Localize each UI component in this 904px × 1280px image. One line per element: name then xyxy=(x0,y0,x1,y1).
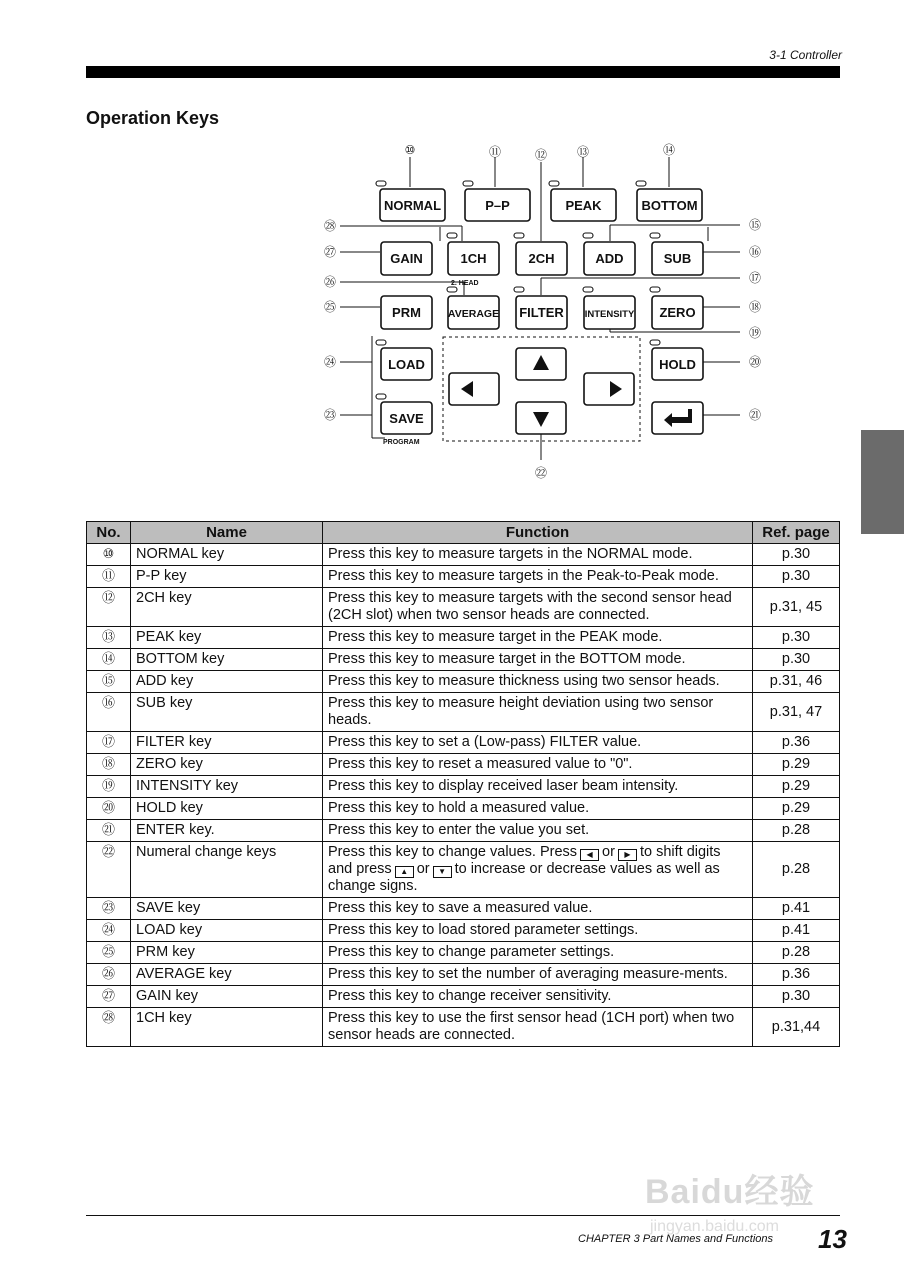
footer-chapter-label: CHAPTER 3 Part Names and Functions xyxy=(578,1233,774,1245)
normal-key-label: NORMAL xyxy=(383,198,442,213)
1ch-key[interactable] xyxy=(448,242,499,275)
sub-key-label: SUB xyxy=(663,251,692,266)
row-name: AVERAGE key xyxy=(131,964,323,986)
down-arrow-key[interactable] xyxy=(516,402,566,434)
row-no: ⑩ xyxy=(87,544,131,566)
callout-19: ⑲ xyxy=(748,326,762,340)
row-no: ㉔ xyxy=(87,920,131,942)
callout-20: ⑳ xyxy=(748,355,762,369)
table-row xyxy=(87,920,840,942)
watermark-logo: Baidu经验 xyxy=(645,1173,815,1211)
prm-key[interactable] xyxy=(381,296,432,329)
row-function: Press this key to measure thickness using two sensor heads. xyxy=(323,671,753,693)
row-function: Press this key to measure targets in the NORMAL mode. xyxy=(323,544,753,566)
row-no: ⑲ xyxy=(87,776,131,798)
gain-key-label: GAIN xyxy=(390,251,423,266)
row-name: SUB key xyxy=(131,693,323,732)
row-name: FILTER key xyxy=(131,732,323,754)
row-name: INTENSITY key xyxy=(131,776,323,798)
intensity-key[interactable] xyxy=(584,296,635,329)
row-no: ㉒ xyxy=(87,842,131,898)
row-ref: p.31,44 xyxy=(753,1008,840,1047)
callout-26: ㉖ xyxy=(323,275,337,289)
row-name: ENTER key. xyxy=(131,820,323,842)
table-row xyxy=(87,588,840,627)
row-name: PRM key xyxy=(131,942,323,964)
row-function: Press this key to hold a measured value. xyxy=(323,798,753,820)
row-ref: p.28 xyxy=(753,842,840,898)
table-header-row xyxy=(87,522,840,544)
row-ref: p.30 xyxy=(753,627,840,649)
table-row xyxy=(87,964,840,986)
table-row xyxy=(87,693,840,732)
row-function: Press this key to set the number of averaging measure-ments. xyxy=(323,964,753,986)
table-row xyxy=(87,842,840,898)
row-function: Press this key to measure height deviation using two sensor heads. xyxy=(323,693,753,732)
page-number: 13 xyxy=(818,1224,847,1254)
row-ref: p.28 xyxy=(753,942,840,964)
col-name-header: Name xyxy=(131,522,323,544)
table-row xyxy=(87,754,840,776)
2ch-key[interactable] xyxy=(516,242,567,275)
2ch-key-label: 2CH xyxy=(528,251,555,266)
callout-14: ⑭ xyxy=(662,143,676,157)
row-no: ㉓ xyxy=(87,898,131,920)
enter-key[interactable] xyxy=(652,402,703,434)
table-row xyxy=(87,898,840,920)
table-row xyxy=(87,627,840,649)
table-row xyxy=(87,671,840,693)
section-header-label: 3-1 Controller xyxy=(769,48,842,62)
sub-key[interactable] xyxy=(652,242,703,275)
two-head-label: 2. HEAD xyxy=(451,280,479,287)
up-arrow-icon: ▲ xyxy=(395,866,414,878)
row-name: ZERO key xyxy=(131,754,323,776)
row-function: Press this key to measure target in the BOTTOM mode. xyxy=(323,649,753,671)
row-no: ⑱ xyxy=(87,754,131,776)
row-name: LOAD key xyxy=(131,920,323,942)
header-bar xyxy=(86,66,840,78)
row-ref: p.36 xyxy=(753,732,840,754)
controller-keypad-diagram xyxy=(0,130,904,490)
callout-21: ㉑ xyxy=(748,408,762,422)
row-ref: p.31, 45 xyxy=(753,588,840,627)
row-no: ⑭ xyxy=(87,649,131,671)
callout-23: ㉓ xyxy=(323,408,337,422)
row-name: SAVE key xyxy=(131,898,323,920)
callout-25: ㉕ xyxy=(323,300,337,314)
row-function: Press this key to measure targets with the second sensor head (2CH slot) when two sensor heads are connected. xyxy=(323,588,753,627)
table-row xyxy=(87,986,840,1008)
row-name: GAIN key xyxy=(131,986,323,1008)
save-key-label: SAVE xyxy=(389,411,424,426)
row-function: Press this key to load stored parameter settings. xyxy=(323,920,753,942)
row-ref: p.29 xyxy=(753,754,840,776)
row-name: PEAK key xyxy=(131,627,323,649)
row-ref: p.29 xyxy=(753,798,840,820)
bottom-key[interactable] xyxy=(637,189,702,221)
footer-rule xyxy=(86,1215,840,1216)
col-function-header: Function xyxy=(323,522,753,544)
row-function: Press this key to change parameter settings. xyxy=(323,942,753,964)
right-arrow-key[interactable] xyxy=(584,373,634,405)
callout-15: ⑮ xyxy=(748,218,762,232)
zero-key-label: ZERO xyxy=(659,305,696,320)
row-no: ㉕ xyxy=(87,942,131,964)
row-ref: p.41 xyxy=(753,898,840,920)
row-ref: p.28 xyxy=(753,820,840,842)
row-function: Press this key to display received laser beam intensity. xyxy=(323,776,753,798)
add-key[interactable] xyxy=(584,242,635,275)
row-function: Press this key to measure target in the PEAK mode. xyxy=(323,627,753,649)
row-no: ㉑ xyxy=(87,820,131,842)
row-ref: p.41 xyxy=(753,920,840,942)
callout-22: ㉒ xyxy=(534,466,548,480)
callout-11: ⑪ xyxy=(488,145,502,159)
row-no: ⑪ xyxy=(87,566,131,588)
row-no: ⑰ xyxy=(87,732,131,754)
gain-key[interactable] xyxy=(381,242,432,275)
row-function: Press this key to change values. Press ◀ or ▶ to shift digits and press ▲ or ▼ to increase or decrease values as well as change signs. xyxy=(323,842,753,898)
callout-28: ㉘ xyxy=(323,219,337,233)
row-function: Press this key to save a measured value. xyxy=(323,898,753,920)
row-name: 2CH key xyxy=(131,588,323,627)
load-key[interactable] xyxy=(381,348,432,380)
row-no: ⑬ xyxy=(87,627,131,649)
table-row xyxy=(87,942,840,964)
table-row xyxy=(87,776,840,798)
row-name: BOTTOM key xyxy=(131,649,323,671)
table-row xyxy=(87,649,840,671)
col-no-header: No. xyxy=(87,522,131,544)
left-arrow-icon: ◀ xyxy=(580,849,599,861)
row-no: ⑮ xyxy=(87,671,131,693)
callout-16: ⑯ xyxy=(748,245,762,259)
row-name: Numeral change keys xyxy=(131,842,323,898)
row-ref: p.31, 47 xyxy=(753,693,840,732)
row-name: 1CH key xyxy=(131,1008,323,1047)
row-ref: p.30 xyxy=(753,986,840,1008)
row-function: Press this key to reset a measured value to "0". xyxy=(323,754,753,776)
row-ref: p.30 xyxy=(753,544,840,566)
program-label: PROGRAM xyxy=(383,439,420,446)
row-function: Press this key to use the first sensor head (1CH port) when two sensor heads are connected. xyxy=(323,1008,753,1047)
add-key-label: ADD xyxy=(595,251,624,266)
hold-key[interactable] xyxy=(652,348,703,380)
row-function: Press this key to enter the value you set. xyxy=(323,820,753,842)
1ch-key-label: 1CH xyxy=(460,251,487,266)
table-row xyxy=(87,544,840,566)
table-row xyxy=(87,732,840,754)
hold-key-label: HOLD xyxy=(659,357,696,372)
row-no: ⑯ xyxy=(87,693,131,732)
watermark-url: jingyan.baidu.com xyxy=(650,1218,779,1235)
filter-key-label: FILTER xyxy=(519,305,564,320)
pp-key[interactable] xyxy=(465,189,530,221)
table-row xyxy=(87,1008,840,1047)
load-key-label: LOAD xyxy=(388,357,425,372)
zero-key[interactable] xyxy=(652,296,703,329)
left-arrow-key[interactable] xyxy=(449,373,499,405)
intensity-key-label: INTENSITY xyxy=(584,309,635,320)
filter-key[interactable] xyxy=(516,296,567,329)
save-key[interactable] xyxy=(381,402,432,434)
section-title: Operation Keys xyxy=(86,108,220,128)
down-arrow-icon: ▼ xyxy=(433,866,452,878)
average-key-label: AVERAGE xyxy=(447,308,500,320)
row-name: NORMAL key xyxy=(131,544,323,566)
table-row xyxy=(87,820,840,842)
row-function: Press this key to measure targets in the Peak-to-Peak mode. xyxy=(323,566,753,588)
row-function: Press this key to change receiver sensitivity. xyxy=(323,986,753,1008)
row-name: ADD key xyxy=(131,671,323,693)
row-no: ⑳ xyxy=(87,798,131,820)
normal-key[interactable] xyxy=(380,189,445,221)
average-key[interactable] xyxy=(448,296,499,329)
pp-key-label: P–P xyxy=(485,198,510,213)
row-no: ⑫ xyxy=(87,588,131,627)
peak-key[interactable] xyxy=(551,189,616,221)
row-no: ㉘ xyxy=(87,1008,131,1047)
callout-18: ⑱ xyxy=(748,300,762,314)
peak-key-label: PEAK xyxy=(565,198,602,213)
callout-13: ⑬ xyxy=(576,145,590,159)
row-function: Press this key to set a (Low-pass) FILTER value. xyxy=(323,732,753,754)
row-name: HOLD key xyxy=(131,798,323,820)
row-ref: p.36 xyxy=(753,964,840,986)
key-reference-table xyxy=(86,521,840,1047)
bottom-key-label: BOTTOM xyxy=(641,198,698,213)
row-ref: p.30 xyxy=(753,566,840,588)
row-no: ㉖ xyxy=(87,964,131,986)
up-arrow-key[interactable] xyxy=(516,348,566,380)
row-ref: p.29 xyxy=(753,776,840,798)
callout-17: ⑰ xyxy=(748,271,762,285)
table-row xyxy=(87,566,840,588)
callout-27: ㉗ xyxy=(323,245,337,259)
row-ref: p.30 xyxy=(753,649,840,671)
row-name: P-P key xyxy=(131,566,323,588)
callout-10: ⑩ xyxy=(404,143,416,157)
callout-24: ㉔ xyxy=(323,355,337,369)
table-row xyxy=(87,798,840,820)
row-ref: p.31, 46 xyxy=(753,671,840,693)
right-arrow-icon: ▶ xyxy=(618,849,637,861)
col-ref-header: Ref. page xyxy=(753,522,840,544)
row-no: ㉗ xyxy=(87,986,131,1008)
callout-12: ⑫ xyxy=(534,148,548,162)
prm-key-label: PRM xyxy=(392,305,421,320)
